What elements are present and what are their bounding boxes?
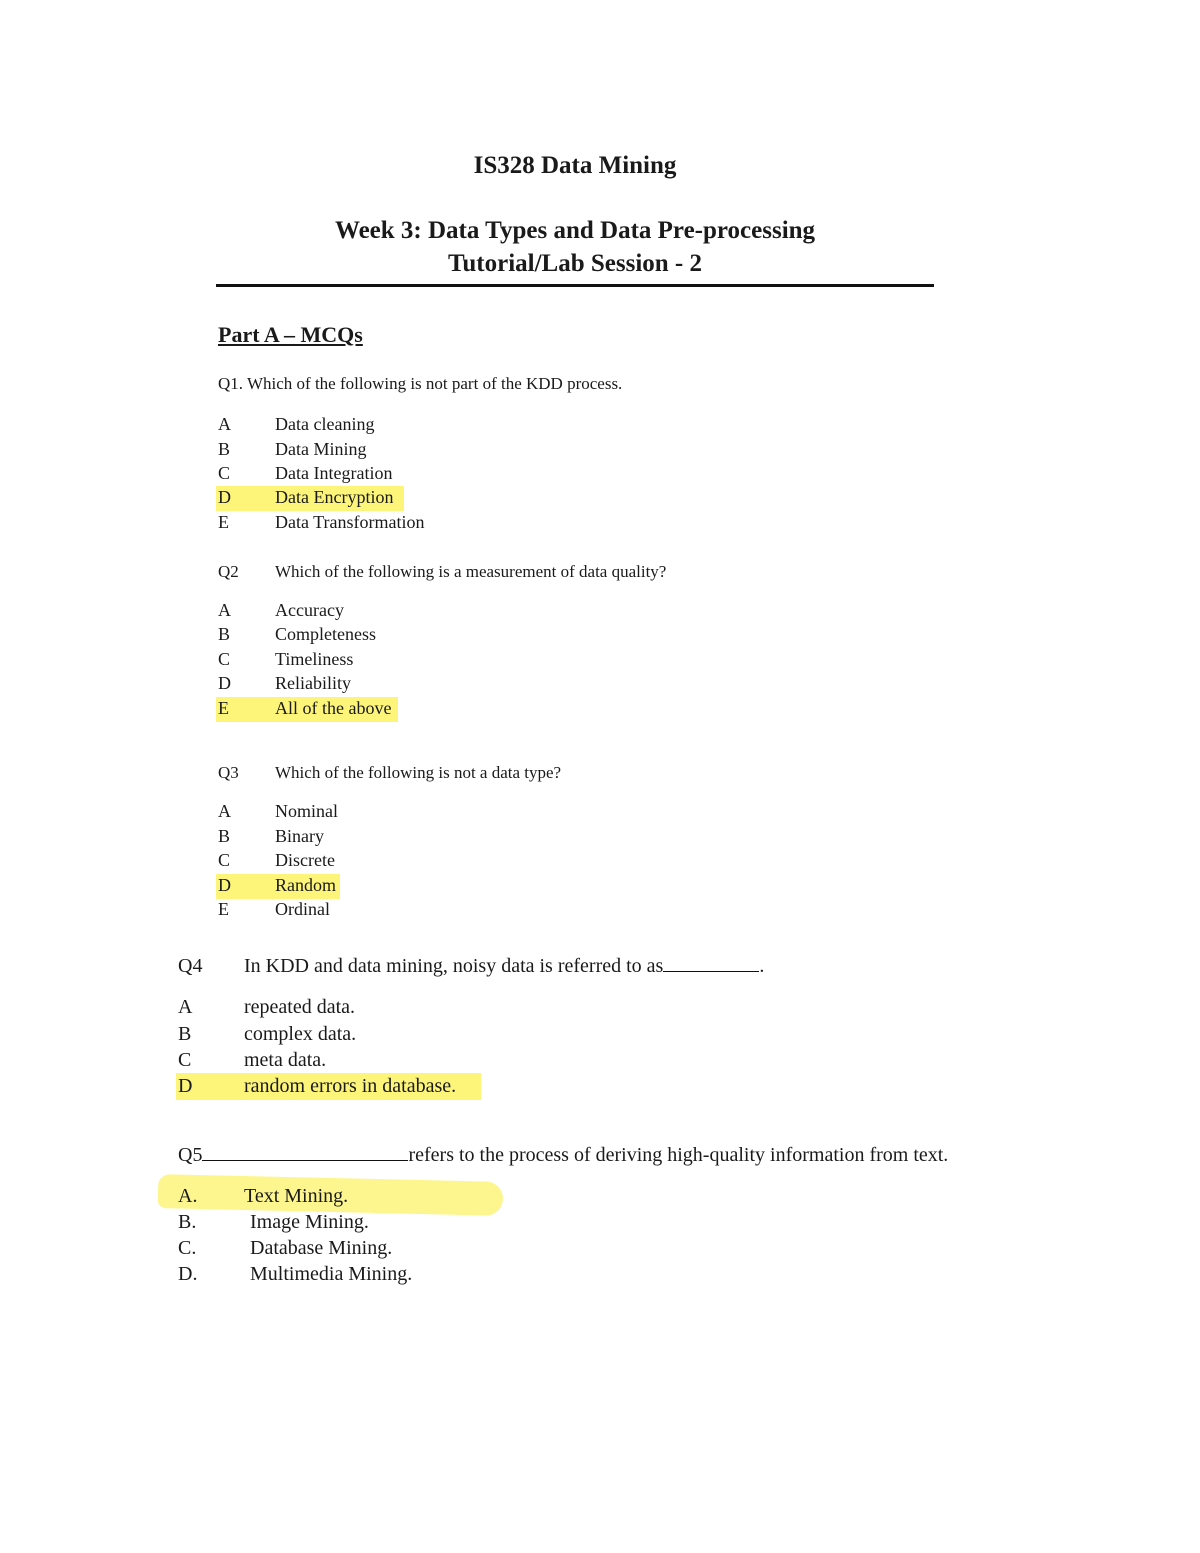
q1-option-text: Data Mining [275, 439, 367, 459]
q2-option-text: All of the above [275, 698, 392, 718]
q5-option-letter: A. [178, 1185, 198, 1207]
q4-number: Q4 [178, 955, 203, 977]
course-title: IS328 Data Mining [473, 152, 677, 179]
q1-option-text: Data Encryption [275, 487, 394, 507]
q2-option-letter: D [218, 673, 231, 693]
q4-option-letter: A [178, 996, 193, 1018]
q3-option-text: Binary [275, 826, 324, 846]
q3-option-text: Random [275, 875, 336, 895]
q4-option-text: random errors in database. [244, 1075, 457, 1097]
q3-option-letter: A [218, 801, 231, 821]
week-title: Week 3: Data Types and Data Pre-processing [334, 217, 816, 244]
q2-number: Q2 [218, 562, 239, 581]
q1-option-letter: D [218, 487, 231, 507]
q1-option-letter: B [218, 439, 231, 459]
q3-option-letter: B [218, 826, 231, 846]
section-title: Part A – MCQs [218, 322, 363, 347]
q3-number: Q3 [218, 763, 239, 782]
q2-option-text: Reliability [275, 673, 351, 693]
q1-option-text: Data cleaning [275, 414, 375, 434]
q5-option-text: Database Mining. [250, 1237, 393, 1259]
q5-option-text: Text Mining. [244, 1185, 349, 1207]
q5-option-text: Image Mining. [250, 1211, 369, 1233]
q1-option-text: Data Integration [275, 463, 393, 483]
q5-option-letter: C. [178, 1237, 197, 1259]
session-title: Tutorial/Lab Session - 2 [447, 250, 702, 277]
q4-option-letter: C [178, 1049, 192, 1071]
q4-end: . [759, 955, 765, 977]
q4-option-text: complex data. [244, 1023, 357, 1045]
q3-option-letter: D [218, 875, 231, 895]
q2-option-text: Completeness [275, 624, 376, 644]
q3-option-text: Discrete [275, 850, 335, 870]
q2-option-text: Accuracy [275, 600, 344, 620]
q5-blank [202, 1144, 408, 1161]
q4-option-letter: D [178, 1075, 193, 1097]
q4-text: In KDD and data mining, noisy data is referred to as [244, 955, 664, 977]
q2-text: Which of the following is a measurement of data quality? [275, 562, 667, 581]
q5-text: refers to the process of deriving high-quality information from text. [408, 1144, 949, 1166]
q5-option-text: Multimedia Mining. [250, 1263, 413, 1285]
q5-option-letter: B. [178, 1211, 197, 1233]
q3-option-text: Ordinal [275, 899, 330, 919]
q1-text: Q1. Which of the following is not part of the KDD process. [218, 374, 623, 393]
q4-blank [663, 955, 759, 972]
q1-option-letter: C [218, 463, 231, 483]
q3-option-letter: E [218, 899, 229, 919]
q4-question [244, 955, 764, 978]
q4-option-text: meta data. [244, 1049, 327, 1071]
q2-option-text: Timeliness [275, 649, 354, 669]
q5-option-letter: D. [178, 1263, 198, 1285]
q2-option-letter: A [218, 600, 231, 620]
q2-option-letter: B [218, 624, 231, 644]
q3-option-letter: C [218, 850, 231, 870]
q3-text: Which of the following is not a data type? [275, 763, 562, 782]
q2-option-letter: C [218, 649, 231, 669]
q4-option-letter: B [178, 1023, 192, 1045]
q4-option-text: repeated data. [244, 996, 356, 1018]
header-rule [216, 284, 934, 287]
q1-option-letter: A [218, 414, 231, 434]
q1-option-letter: E [218, 512, 229, 532]
q5-number: Q5 [178, 1144, 203, 1166]
q3-option-text: Nominal [275, 801, 338, 821]
q5-question [178, 1144, 948, 1167]
q2-option-letter: E [218, 698, 229, 718]
q1-option-text: Data Transformation [275, 512, 425, 532]
